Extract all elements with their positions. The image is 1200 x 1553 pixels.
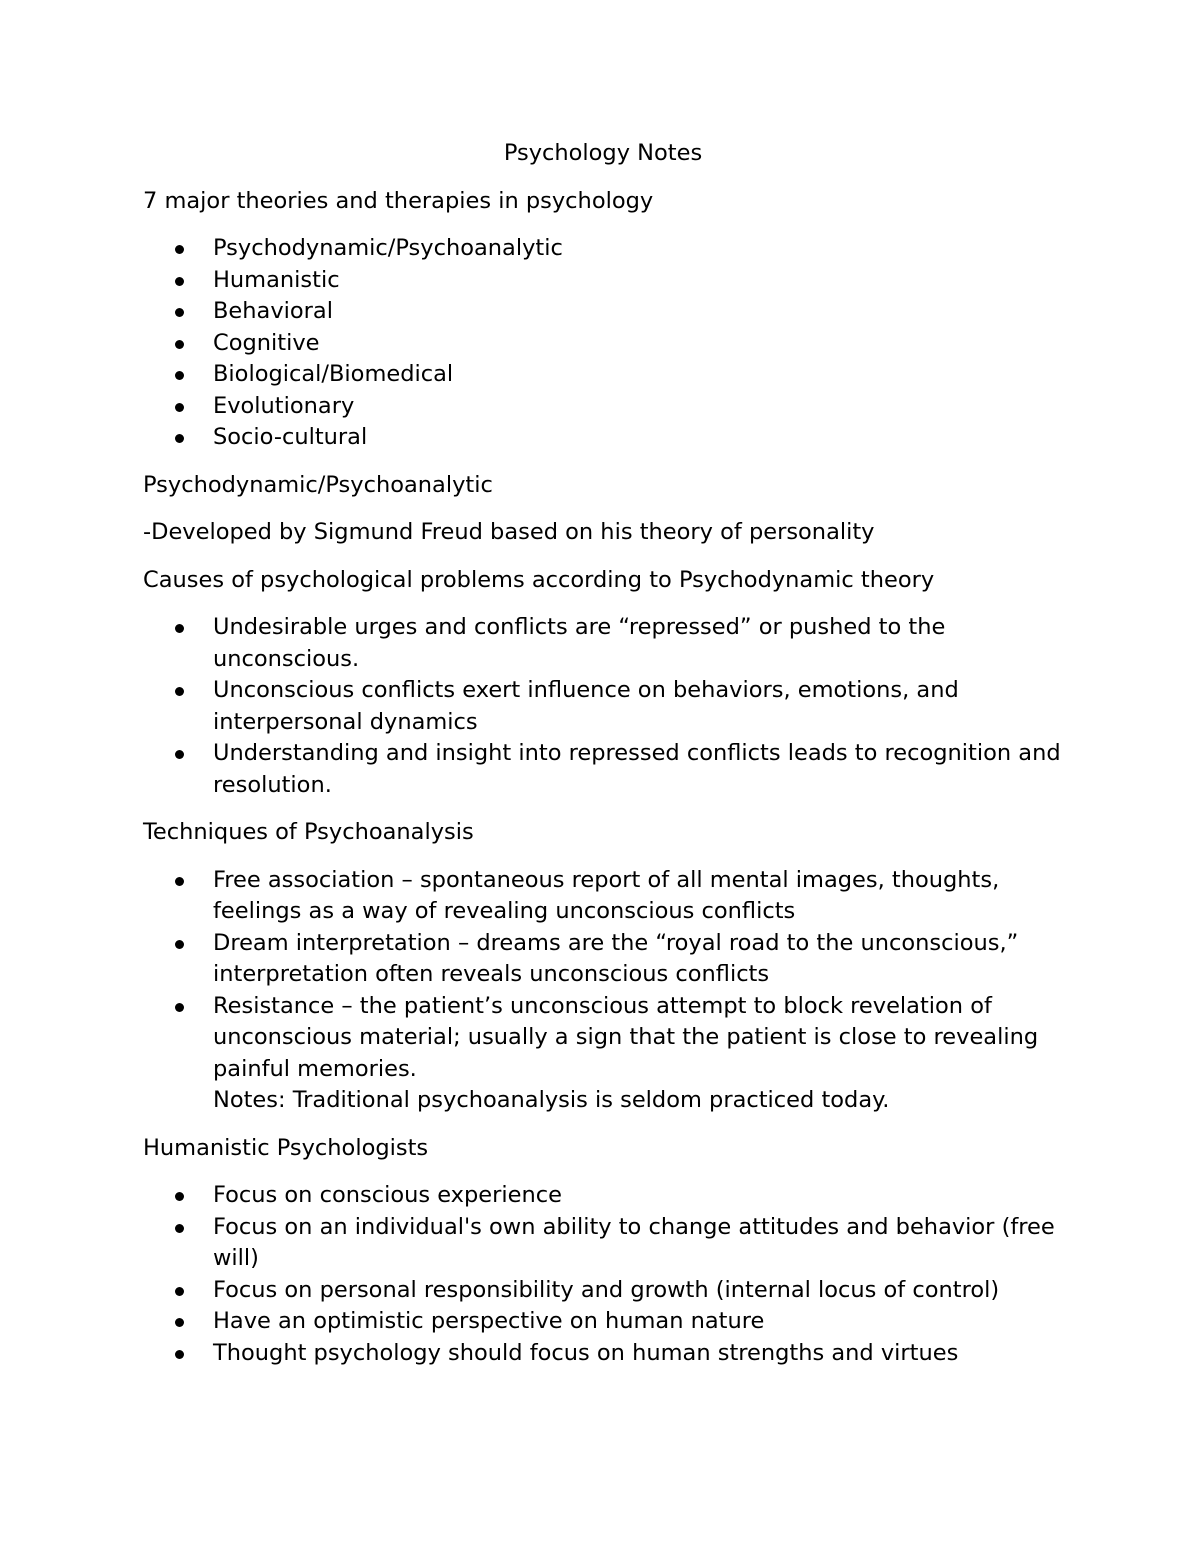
techniques-list [143, 865, 1063, 1117]
page-title: Psychology Notes [503, 140, 703, 166]
list-item: Have an optimistic perspective on human nature [143, 1306, 1063, 1338]
list-item: Undesirable urges and conflicts are “repressed” or pushed to the unconscious. [143, 612, 1063, 675]
list-item: Humanistic [143, 265, 1063, 297]
humanistic-list [143, 1180, 1063, 1369]
psychodynamic-developed-text: -Developed by Sigmund Freud based on his theory of personality [143, 519, 875, 545]
psychodynamic-heading: Psychodynamic/Psychoanalytic [143, 471, 493, 498]
list-item: Understanding and insight into repressed conflicts leads to recognition and resolution. [143, 738, 1063, 801]
document-page [143, 138, 1063, 1385]
techniques-note: Notes: Traditional psychoanalysis is seldom practiced today. [213, 1087, 890, 1113]
list-item: Dream interpretation – dreams are the “royal road to the unconscious,” interpretation often reveals unconscious conflicts [143, 928, 1063, 991]
intro-text: 7 major theories and therapies in psychology [143, 187, 654, 214]
list-item: Psychodynamic/Psychoanalytic [143, 233, 1063, 265]
techniques-heading: Techniques of Psychoanalysis [143, 819, 474, 845]
list-item: Unconscious conflicts exert influence on behaviors, emotions, and interpersonal dynamics [143, 675, 1063, 738]
theories-list [143, 233, 1063, 454]
list-item: Biological/Biomedical [143, 359, 1063, 391]
list-item: Socio-cultural [143, 422, 1063, 454]
causes-heading: Causes of psychological problems according to Psychodynamic theory [143, 566, 935, 593]
list-item: Focus on personal responsibility and growth (internal locus of control) [143, 1275, 1063, 1307]
list-item: Thought psychology should focus on human strengths and virtues [143, 1338, 1063, 1370]
list-item: Free association – spontaneous report of all mental images, thoughts, feelings as a way of revealing unconscious conflicts [143, 865, 1063, 928]
list-item: Focus on an individual's own ability to change attitudes and behavior (free will) [143, 1212, 1063, 1275]
humanistic-heading: Humanistic Psychologists [143, 1134, 429, 1161]
list-item: Cognitive [143, 328, 1063, 360]
list-item: Evolutionary [143, 391, 1063, 423]
list-item: Behavioral [143, 296, 1063, 328]
list-item: Resistance – the patient’s unconscious attempt to block revelation of unconscious material; usually a sign that the patient is close to revealing painful memories. [143, 991, 1063, 1086]
list-item: Focus on conscious experience [143, 1180, 1063, 1212]
causes-list [143, 612, 1063, 801]
